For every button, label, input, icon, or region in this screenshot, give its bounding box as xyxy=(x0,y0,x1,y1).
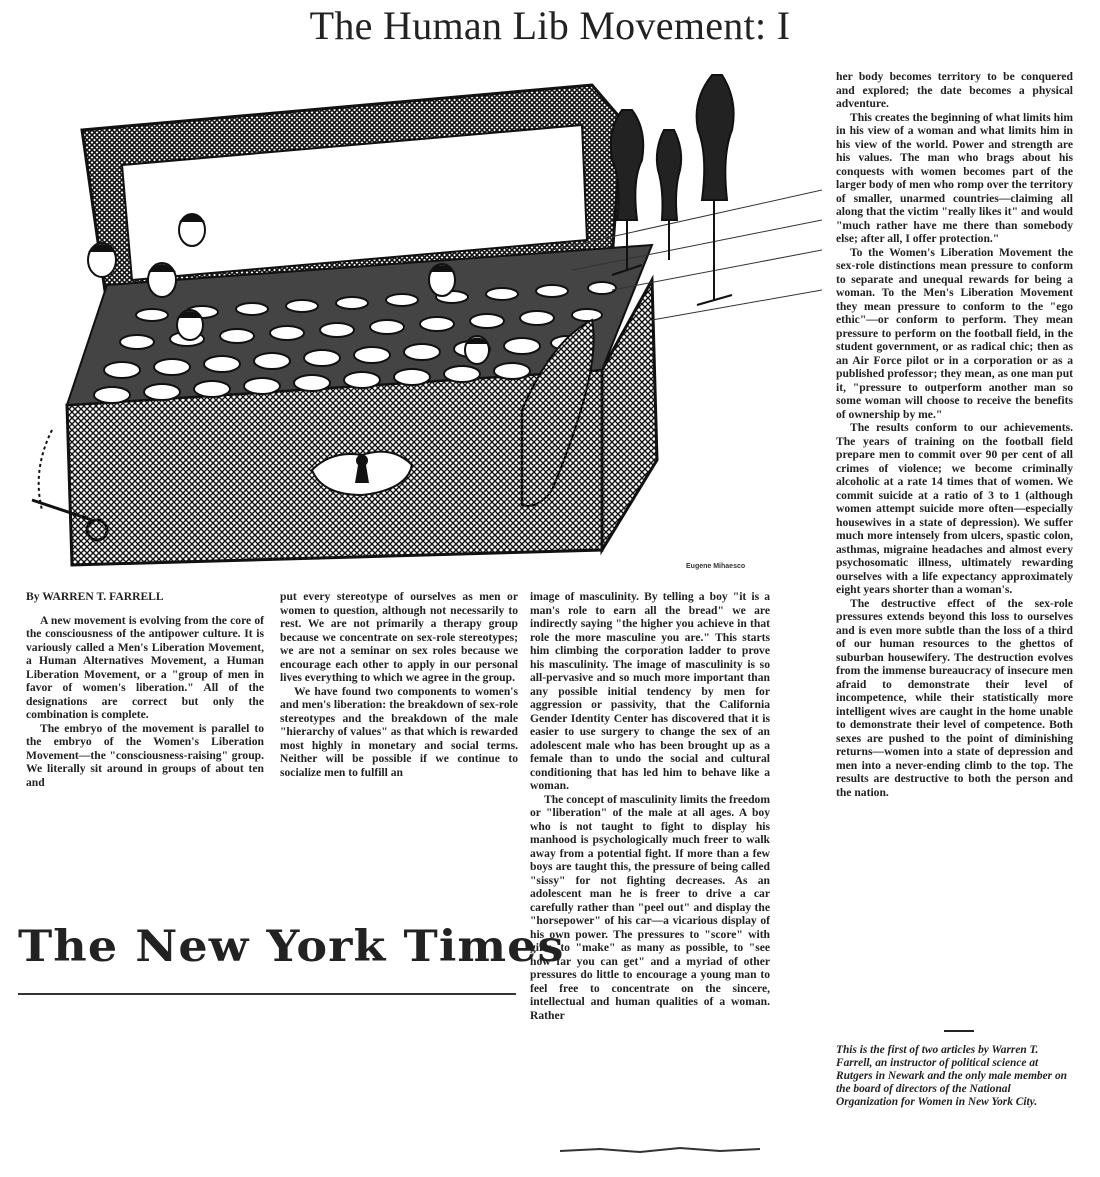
paragraph: The results conform to our achievements. The years of training on the football field prepare men to commit over 90 per cent of all crimes of violence; we become criminally alcoholic at a rate 14 times that of women. We commit suicide at a ratio of 3 to 1 (although women attempt suicide more often—especially housewives in a state of depression). We suffer much more intensely from ulcers, spastic colon, asthmas, migraine headaches and almost every psychosomatic illness, ultimately rewarding ourselves with a life expectancy approximately eight years shorter than a woman's. xyxy=(836,421,1073,596)
trunk-illustration xyxy=(12,70,822,575)
paragraph: To the Women's Liberation Movement the sex-role distinctions mean pressure to conform to separate and unequal rewards for being a woman. To the Men's Liberation Movement they mean pressure to conform to the "ego ethic"—or conform to perform. They mean pressure to perform on the football field, in the student government, or as radical chic; then as an Air Force pilot or in a corporation or as a published professor; they mean, as one man put it, "pressure to outperform another man so some woman will choose to receive the benefits of ownership by me." xyxy=(836,245,1073,421)
article-column-1 xyxy=(26,590,264,789)
paragraph: The destructive effect of the sex-role pressures extends beyond this loss to ourselves and is even more subtle than the loss of a third of our human resources to the ghettos of suburban housewifery. The destruction evolves from the immense bureaucracy of insecure men afraid to demonstrate their level of incompetence, while their statistically more intelligent wives are caught in the home unable to demonstrate their level of competence. Both sexes are pushed to the point of diminishing returns—women into a state of depression and men into a never-ending climb to the top. The results are destructive to both the person and the nation. xyxy=(836,596,1073,799)
article-column-3 xyxy=(530,590,770,1022)
paragraph: image of masculinity. By telling a boy "it is a man's role to earn all the bread" we are indirectly saying "the higher you achieve in that role the more masculine you are." This starts him climbing the corporation ladder to prove his masculinity. The image of masculinity is so all-pervasive and so much more important than any possible initial tendency by men for aggression or passivity, that the California Gender Identity Center has discovered that it is easier to use surgery to change the sex of an adolescent male who has been brought up as a female than to undo the social and cultural conditioning that has led him to behave like a woman. xyxy=(530,590,770,792)
byline: By WARREN T. FARRELL xyxy=(26,590,164,603)
paragraph: We have found two components to women's and men's liberation: the breakdown of sex-role stereotypes and the breakdown of the male "hierarchy of values" as that which is rewarded most highly in monetary and social terms. Neither will be possible if we continue to socialize men to fulfill an xyxy=(280,684,518,779)
illustration-credit: Eugene Mihaesco xyxy=(686,563,746,570)
article-headline: The Human Lib Movement: I xyxy=(309,3,791,48)
author-bio: This is the first of two articles by Warren T. Farrell, an instructor of political science at Rutgers in Newark and the only male member on the board of directors of the National Organization for Women in New York City. xyxy=(836,1044,1067,1108)
newspaper-masthead: The New York Times xyxy=(18,922,565,972)
paragraph: The concept of masculinity limits the freedom or "liberation" of the male at all ages. A boy who is not taught to fight to display his manhood is psychologically much freer to walk away from a potential fight. If more than a few boys are taught this, the pressure of being called "sissy" for not fighting decreases. As an adolescent man he is freer to drive a car carefully rather than "peel out" and display the "horsepower" of his car—a vicarious display of his own power. The pressures to "score" with girls, to "make" as many as possible, to "see how far you can get" and a myriad of other pressures do little to encourage a young man to feel free to concentrate on the sincere, intellectual and human qualities of a woman. Rather xyxy=(530,792,770,1022)
paragraph: put every stereotype of ourselves as men or women to question, although not necessarily to rest. We are not primarily a therapy group because we concentrate on sex-role stereotypes; we are not a seminar on sex roles because we encourage each other to apply in our personal lives everything to which we agree in the group. xyxy=(280,590,518,684)
bio-divider xyxy=(944,1030,974,1032)
paragraph: A new movement is evolving from the core of the consciousness of the antipower culture. It is variously called a Men's Liberation Movement, a Human Alternatives Movement, a Human Liberation Movement, or a "group of men in favor of women's liberation." All of the designations are correct but only the combination is complete. xyxy=(26,613,264,721)
paragraph: The embryo of the movement is parallel to the embryo of the Women's Liberation Movement—the "consciousness-raising" group. We literally sit around in groups of about ten and xyxy=(26,721,264,789)
torn-edge-marks xyxy=(560,1146,760,1154)
article-column-4 xyxy=(836,70,1073,799)
paragraph: This creates the beginning of what limits him in his view of a woman and what limits him in his view of the world. Power and strength are his values. The man who brags about his conquests with women becomes part of the larger body of men who romp over the territory of smaller, unarmed countries—claiming all along that the victim "really likes it" and would "much rather have me there than somebody else; after all, I offer protection." xyxy=(836,110,1073,245)
article-column-2 xyxy=(280,590,518,779)
paragraph: her body becomes territory to be conquered and explored; the date becomes a physical adventure. xyxy=(836,70,1073,110)
masthead-rule xyxy=(18,993,516,995)
